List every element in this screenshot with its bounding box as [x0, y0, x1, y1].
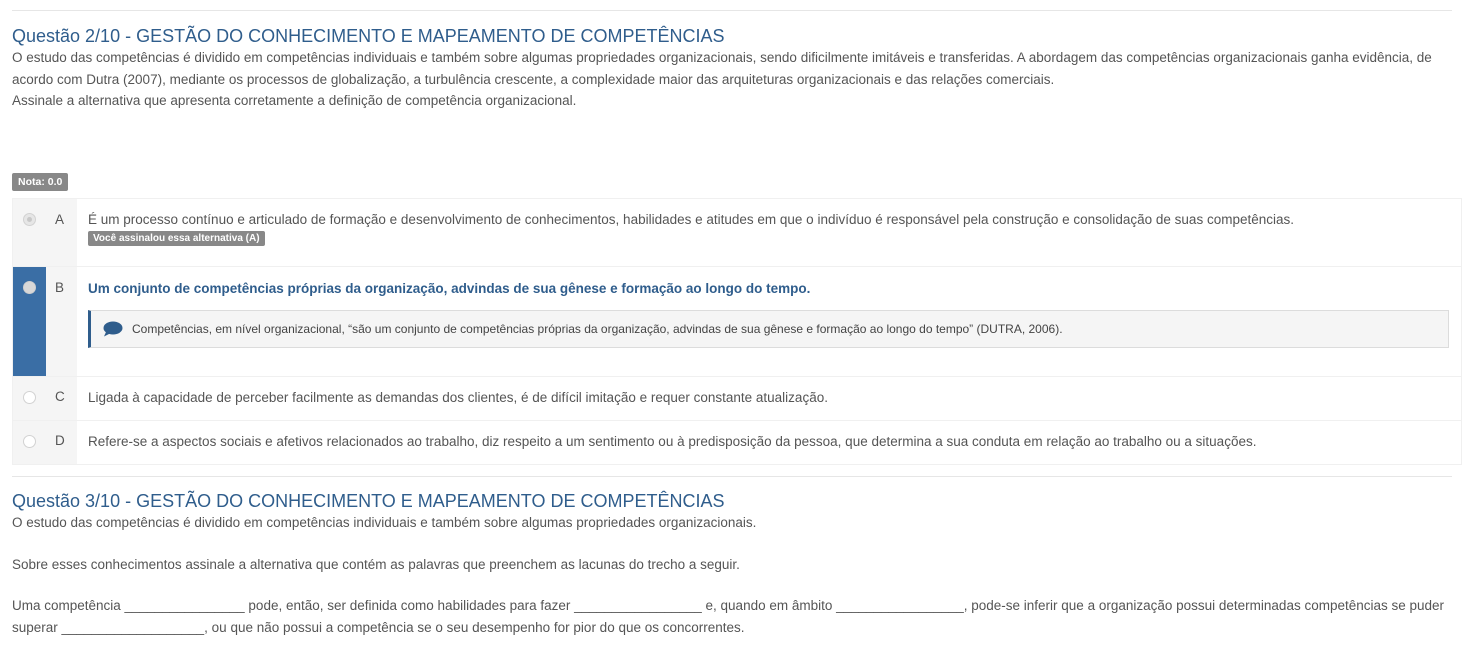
radio-button[interactable]: [23, 435, 36, 448]
alternative-content: [77, 421, 1461, 464]
feedback-text: Competências, em nível organizacional, “são um conjunto de competências próprias da organização, advindas de sua gênese e formação ao longo do tempo” (DUTRA, 2006).: [132, 322, 1063, 336]
statement-instruction: Assinale a alternativa que apresenta corretamente a definição de competência organizacional.: [12, 93, 577, 108]
alternative-d[interactable]: [13, 421, 1461, 464]
alternative-gutter: [13, 421, 77, 464]
correct-alternative-text: Um conjunto de competências próprias da organização, advindas de sua gênese e formação ao longo do tempo.: [88, 281, 811, 296]
alternative-text: Ligada à capacidade de perceber facilmente as demandas dos clientes, é de difícil imitação e requer constante atualização.: [88, 390, 828, 405]
question-title: Questão 2/10 - GESTÃO DO CONHECIMENTO E MAPEAMENTO DE COMPETÊNCIAS: [12, 26, 725, 46]
alternatives-list: [12, 198, 1462, 465]
alternative-text: É um processo contínuo e articulado de formação e desenvolvimento de conhecimentos, habilidades e atitudes em que o indivíduo é responsável pela construção e consolidação de suas competências.: [88, 212, 1294, 227]
alternative-letter: B: [55, 280, 65, 295]
alternative-content: [77, 199, 1461, 266]
alternative-letter: D: [55, 433, 65, 448]
alternative-gutter: [13, 267, 77, 376]
alternative-letter: A: [55, 212, 65, 227]
speech-bubble-icon: [103, 321, 123, 337]
divider: [12, 476, 1452, 477]
divider: [12, 10, 1452, 11]
selected-answer-badge: Você assinalou essa alternativa (A): [88, 231, 265, 246]
statement-instruction: Sobre esses conhecimentos assinale a alternativa que contém as palavras que preenchem as lacunas do trecho a seguir.: [12, 556, 740, 572]
question-3: [12, 490, 1446, 638]
alternative-content: [77, 267, 1461, 376]
alternative-gutter: [13, 199, 77, 266]
radio-button[interactable]: [23, 391, 36, 404]
question-title: Questão 3/10 - GESTÃO DO CONHECIMENTO E MAPEAMENTO DE COMPETÊNCIAS: [12, 491, 725, 511]
grade-badge: Nota: 0.0: [12, 173, 68, 191]
alternative-content: [77, 377, 1461, 420]
alternative-a[interactable]: [13, 199, 1461, 267]
alternative-letter: C: [55, 389, 65, 404]
alternative-b[interactable]: [13, 267, 1461, 377]
alternative-gutter: [13, 377, 77, 420]
statement-gap-text: Uma competência ________________ pode, então, ser definida como habilidades para fazer _________________ e, quando em âmbito _________________, pode-se inferir que a organização possui determinadas competências se puder superar ___________________, ou que não possui a competência se o seu desempenho for pior do que os concorrentes.: [12, 598, 1445, 635]
radio-button[interactable]: [23, 281, 36, 294]
radio-button[interactable]: [23, 213, 36, 226]
statement-paragraph: O estudo das competências é dividido em competências individuais e também sobre algumas propriedades organizacionais, sendo dificilmente imitáveis e transferidas. A abordagem das competências organizacionais ganha evidência, de acordo com Dutra (2007), mediante os processos de globalização, a turbulência crescente, a complexidade maior das arquiteturas organizacionais e das relações comerciais.: [12, 50, 1432, 87]
question-2: [12, 25, 1446, 112]
question-statement: [12, 512, 1446, 638]
statement-paragraph: O estudo das competências é dividido em competências individuais e também sobre algumas propriedades organizacionais.: [12, 515, 757, 530]
question-statement: [12, 47, 1446, 112]
alternative-text: Refere-se a aspectos sociais e afetivos relacionados ao trabalho, diz respeito a um sentimento ou à predisposição da pessoa, que determina a sua conduta em relação ao trabalho ou a situações.: [88, 434, 1257, 449]
answer-feedback: [88, 310, 1449, 348]
alternative-c[interactable]: [13, 377, 1461, 421]
